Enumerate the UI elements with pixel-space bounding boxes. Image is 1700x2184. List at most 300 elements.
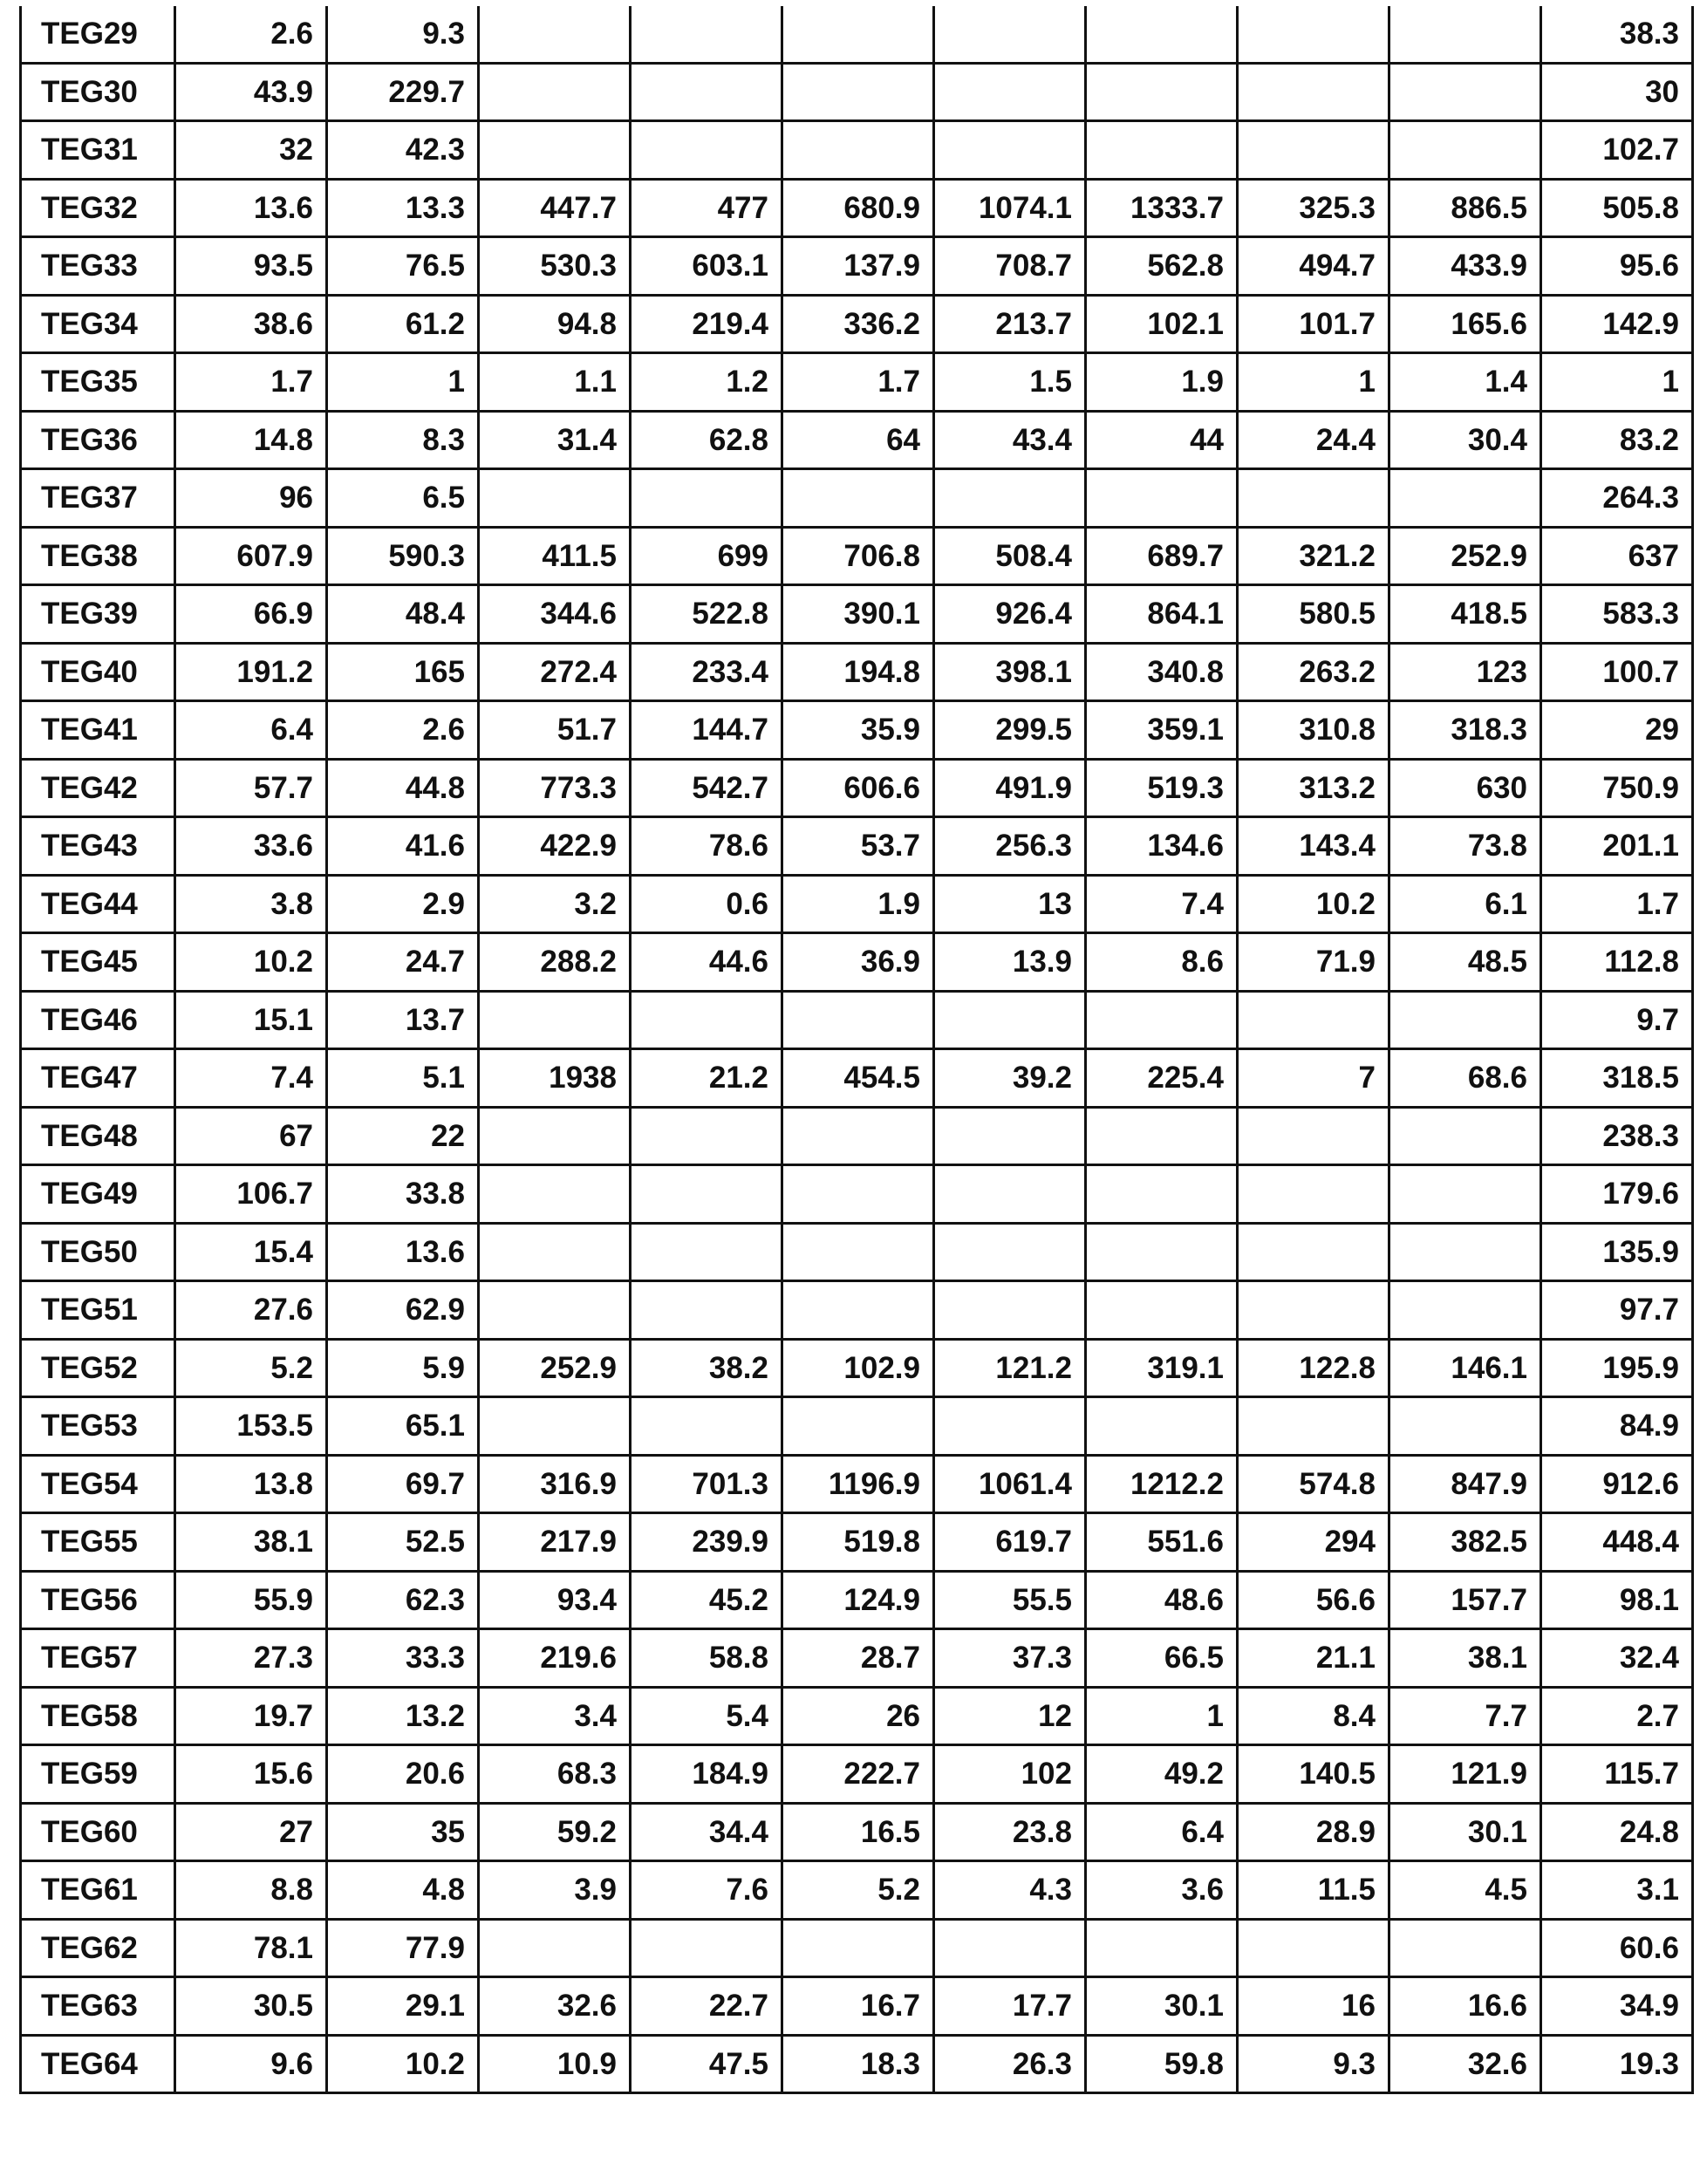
value-cell: 121.2 [934, 1339, 1086, 1397]
table-row [21, 1919, 1693, 1977]
value-cell [479, 1919, 631, 1977]
value-cell [782, 469, 934, 528]
value-cell: 44 [1086, 411, 1238, 469]
value-cell [934, 121, 1086, 180]
value-cell: 1212.2 [1086, 1455, 1238, 1513]
value-cell: 42.3 [327, 121, 479, 180]
value-cell: 340.8 [1086, 643, 1238, 701]
value-cell: 750.9 [1541, 759, 1693, 817]
value-cell: 321.2 [1238, 527, 1389, 585]
value-cell [1086, 1397, 1238, 1456]
row-id-cell: TEG60 [21, 1803, 175, 1861]
value-cell: 508.4 [934, 527, 1086, 585]
value-cell [631, 6, 782, 63]
value-cell: 1 [1541, 353, 1693, 412]
value-cell: 28.9 [1238, 1803, 1389, 1861]
value-cell: 16.5 [782, 1803, 934, 1861]
value-cell: 100.7 [1541, 643, 1693, 701]
value-cell: 7.7 [1389, 1687, 1541, 1745]
table-row [21, 1977, 1693, 2036]
value-cell: 689.7 [1086, 527, 1238, 585]
value-cell [631, 1281, 782, 1340]
value-cell: 325.3 [1238, 179, 1389, 237]
row-id-cell: TEG39 [21, 585, 175, 644]
value-cell: 1 [327, 353, 479, 412]
value-cell: 165.6 [1389, 295, 1541, 353]
value-cell: 195.9 [1541, 1339, 1693, 1397]
value-cell: 8.4 [1238, 1687, 1389, 1745]
value-cell: 57.7 [175, 759, 327, 817]
value-cell [782, 1107, 934, 1165]
value-cell: 165 [327, 643, 479, 701]
table-row [21, 6, 1693, 63]
value-cell: 66.5 [1086, 1629, 1238, 1688]
value-cell: 522.8 [631, 585, 782, 644]
value-cell: 44.6 [631, 933, 782, 992]
value-cell [1389, 6, 1541, 63]
value-cell: 13.6 [327, 1223, 479, 1281]
value-cell: 590.3 [327, 527, 479, 585]
value-cell: 680.9 [782, 179, 934, 237]
value-cell: 630 [1389, 759, 1541, 817]
value-cell: 912.6 [1541, 1455, 1693, 1513]
row-id-cell: TEG49 [21, 1165, 175, 1224]
value-cell [1238, 6, 1389, 63]
value-cell: 13.2 [327, 1687, 479, 1745]
value-cell: 10.2 [175, 933, 327, 992]
table-row [21, 991, 1693, 1049]
row-id-cell: TEG34 [21, 295, 175, 353]
value-cell: 38.6 [175, 295, 327, 353]
table-row [21, 179, 1693, 237]
value-cell: 1.5 [934, 353, 1086, 412]
table-row [21, 1223, 1693, 1281]
value-cell: 32.6 [479, 1977, 631, 2036]
value-cell: 7.4 [175, 1049, 327, 1108]
value-cell [631, 1165, 782, 1224]
value-cell: 708.7 [934, 237, 1086, 296]
table-row [21, 643, 1693, 701]
value-cell: 542.7 [631, 759, 782, 817]
table-row [21, 1397, 1693, 1456]
value-cell: 28.7 [782, 1629, 934, 1688]
table-row [21, 1107, 1693, 1165]
value-cell: 219.6 [479, 1629, 631, 1688]
value-cell: 30.1 [1389, 1803, 1541, 1861]
row-id-cell: TEG44 [21, 875, 175, 933]
value-cell: 137.9 [782, 237, 934, 296]
value-cell: 73.8 [1389, 817, 1541, 876]
value-cell: 310.8 [1238, 701, 1389, 760]
value-cell: 36.9 [782, 933, 934, 992]
value-cell: 134.6 [1086, 817, 1238, 876]
value-cell: 217.9 [479, 1513, 631, 1572]
value-cell: 112.8 [1541, 933, 1693, 992]
value-cell: 30 [1541, 63, 1693, 121]
value-cell: 359.1 [1086, 701, 1238, 760]
value-cell [934, 63, 1086, 121]
value-cell: 225.4 [1086, 1049, 1238, 1108]
row-id-cell: TEG30 [21, 63, 175, 121]
value-cell: 2.9 [327, 875, 479, 933]
value-cell: 15.1 [175, 991, 327, 1049]
value-cell: 238.3 [1541, 1107, 1693, 1165]
value-cell: 222.7 [782, 1745, 934, 1804]
table-row [21, 585, 1693, 644]
value-cell: 229.7 [327, 63, 479, 121]
value-cell [934, 6, 1086, 63]
value-cell: 142.9 [1541, 295, 1693, 353]
value-cell: 3.2 [479, 875, 631, 933]
value-cell: 13 [934, 875, 1086, 933]
value-cell: 76.5 [327, 237, 479, 296]
value-cell [1389, 1919, 1541, 1977]
value-cell: 21.1 [1238, 1629, 1389, 1688]
value-cell: 10.9 [479, 2035, 631, 2093]
value-cell: 2.6 [327, 701, 479, 760]
row-id-cell: TEG37 [21, 469, 175, 528]
value-cell: 93.4 [479, 1571, 631, 1629]
row-id-cell: TEG51 [21, 1281, 175, 1340]
value-cell: 4.5 [1389, 1861, 1541, 1920]
value-cell: 24.7 [327, 933, 479, 992]
value-cell [479, 121, 631, 180]
value-cell: 494.7 [1238, 237, 1389, 296]
value-cell: 67 [175, 1107, 327, 1165]
value-cell [1389, 469, 1541, 528]
value-cell: 637 [1541, 527, 1693, 585]
value-cell: 47.5 [631, 2035, 782, 2093]
value-cell: 24.8 [1541, 1803, 1693, 1861]
value-cell: 3.4 [479, 1687, 631, 1745]
value-cell [1086, 63, 1238, 121]
value-cell: 422.9 [479, 817, 631, 876]
value-cell: 1 [1086, 1687, 1238, 1745]
table-row [21, 1861, 1693, 1920]
value-cell: 213.7 [934, 295, 1086, 353]
value-cell: 699 [631, 527, 782, 585]
value-cell: 19.7 [175, 1687, 327, 1745]
value-cell [1389, 1107, 1541, 1165]
table-row [21, 1281, 1693, 1340]
value-cell: 15.4 [175, 1223, 327, 1281]
value-cell: 13.7 [327, 991, 479, 1049]
value-cell: 3.6 [1086, 1861, 1238, 1920]
value-cell [934, 1223, 1086, 1281]
table-row [21, 933, 1693, 992]
value-cell [479, 1165, 631, 1224]
value-cell: 6.1 [1389, 875, 1541, 933]
value-cell: 21.2 [631, 1049, 782, 1108]
value-cell: 38.2 [631, 1339, 782, 1397]
value-cell [1238, 1281, 1389, 1340]
value-cell: 102.1 [1086, 295, 1238, 353]
row-id-cell: TEG50 [21, 1223, 175, 1281]
value-cell [631, 1223, 782, 1281]
value-cell: 144.7 [631, 701, 782, 760]
value-cell [782, 121, 934, 180]
value-cell [782, 1397, 934, 1456]
value-cell: 3.1 [1541, 1861, 1693, 1920]
value-cell: 574.8 [1238, 1455, 1389, 1513]
table-row [21, 1803, 1693, 1861]
value-cell: 411.5 [479, 527, 631, 585]
value-cell [631, 1919, 782, 1977]
value-cell [782, 63, 934, 121]
value-cell: 84.9 [1541, 1397, 1693, 1456]
value-cell: 33.8 [327, 1165, 479, 1224]
value-cell: 19.3 [1541, 2035, 1693, 2093]
value-cell: 5.2 [175, 1339, 327, 1397]
value-cell: 319.1 [1086, 1339, 1238, 1397]
value-cell: 49.2 [1086, 1745, 1238, 1804]
value-cell [1238, 121, 1389, 180]
value-cell [1389, 1397, 1541, 1456]
row-id-cell: TEG46 [21, 991, 175, 1049]
value-cell [479, 991, 631, 1049]
value-cell: 8.3 [327, 411, 479, 469]
value-cell: 29.1 [327, 1977, 479, 2036]
value-cell: 318.3 [1389, 701, 1541, 760]
value-cell: 64 [782, 411, 934, 469]
value-cell: 53.7 [782, 817, 934, 876]
value-cell: 48.4 [327, 585, 479, 644]
value-cell: 27.6 [175, 1281, 327, 1340]
value-cell: 27.3 [175, 1629, 327, 1688]
value-cell [934, 991, 1086, 1049]
value-cell [934, 469, 1086, 528]
data-table [19, 6, 1694, 2094]
value-cell: 9.7 [1541, 991, 1693, 1049]
value-cell: 5.1 [327, 1049, 479, 1108]
value-cell: 299.5 [934, 701, 1086, 760]
table-row [21, 817, 1693, 876]
value-cell: 5.4 [631, 1687, 782, 1745]
value-cell: 519.8 [782, 1513, 934, 1572]
value-cell: 32.6 [1389, 2035, 1541, 2093]
value-cell: 491.9 [934, 759, 1086, 817]
value-cell: 316.9 [479, 1455, 631, 1513]
value-cell: 398.1 [934, 643, 1086, 701]
value-cell [1086, 121, 1238, 180]
value-cell: 13.6 [175, 179, 327, 237]
value-cell [1086, 991, 1238, 1049]
table-row [21, 2035, 1693, 2093]
value-cell: 619.7 [934, 1513, 1086, 1572]
value-cell: 252.9 [479, 1339, 631, 1397]
value-cell: 122.8 [1238, 1339, 1389, 1397]
value-cell [1389, 991, 1541, 1049]
value-cell: 59.8 [1086, 2035, 1238, 2093]
value-cell: 77.9 [327, 1919, 479, 1977]
value-cell [1238, 63, 1389, 121]
value-cell: 179.6 [1541, 1165, 1693, 1224]
value-cell: 2.6 [175, 6, 327, 63]
value-cell: 336.2 [782, 295, 934, 353]
value-cell: 123 [1389, 643, 1541, 701]
value-cell: 38.1 [175, 1513, 327, 1572]
value-cell [631, 63, 782, 121]
value-cell: 607.9 [175, 527, 327, 585]
value-cell: 1074.1 [934, 179, 1086, 237]
value-cell: 16.6 [1389, 1977, 1541, 2036]
table-row [21, 1049, 1693, 1108]
value-cell: 4.8 [327, 1861, 479, 1920]
value-cell [934, 1919, 1086, 1977]
value-cell: 59.2 [479, 1803, 631, 1861]
value-cell: 13.3 [327, 179, 479, 237]
value-cell [479, 1397, 631, 1456]
value-cell: 233.4 [631, 643, 782, 701]
value-cell: 8.8 [175, 1861, 327, 1920]
value-cell: 143.4 [1238, 817, 1389, 876]
value-cell: 3.8 [175, 875, 327, 933]
value-cell: 26 [782, 1687, 934, 1745]
value-cell: 26.3 [934, 2035, 1086, 2093]
value-cell: 18.3 [782, 2035, 934, 2093]
value-cell [782, 1919, 934, 1977]
value-cell: 51.7 [479, 701, 631, 760]
value-cell: 157.7 [1389, 1571, 1541, 1629]
row-id-cell: TEG61 [21, 1861, 175, 1920]
value-cell: 580.5 [1238, 585, 1389, 644]
table-row [21, 63, 1693, 121]
value-cell [479, 469, 631, 528]
value-cell: 94.8 [479, 295, 631, 353]
value-cell: 17.7 [934, 1977, 1086, 2036]
value-cell: 1.9 [782, 875, 934, 933]
value-cell [1238, 1107, 1389, 1165]
value-cell: 66.9 [175, 585, 327, 644]
row-id-cell: TEG47 [21, 1049, 175, 1108]
value-cell [631, 991, 782, 1049]
value-cell: 29 [1541, 701, 1693, 760]
row-id-cell: TEG63 [21, 1977, 175, 2036]
value-cell: 13.8 [175, 1455, 327, 1513]
value-cell: 7 [1238, 1049, 1389, 1108]
value-cell [1389, 1223, 1541, 1281]
value-cell: 454.5 [782, 1049, 934, 1108]
value-cell [934, 1165, 1086, 1224]
value-cell: 6.4 [1086, 1803, 1238, 1861]
row-id-cell: TEG42 [21, 759, 175, 817]
row-id-cell: TEG45 [21, 933, 175, 992]
value-cell: 27 [175, 1803, 327, 1861]
value-cell: 34.9 [1541, 1977, 1693, 2036]
row-id-cell: TEG52 [21, 1339, 175, 1397]
value-cell: 44.8 [327, 759, 479, 817]
value-cell: 35.9 [782, 701, 934, 760]
value-cell [782, 6, 934, 63]
table-row [21, 1455, 1693, 1513]
value-cell: 433.9 [1389, 237, 1541, 296]
value-cell: 1.7 [782, 353, 934, 412]
value-cell: 6.5 [327, 469, 479, 528]
value-cell: 78.1 [175, 1919, 327, 1977]
value-cell: 562.8 [1086, 237, 1238, 296]
value-cell: 11.5 [1238, 1861, 1389, 1920]
row-id-cell: TEG35 [21, 353, 175, 412]
value-cell: 48.5 [1389, 933, 1541, 992]
value-cell: 62.3 [327, 1571, 479, 1629]
value-cell: 22.7 [631, 1977, 782, 2036]
row-id-cell: TEG57 [21, 1629, 175, 1688]
value-cell: 34.4 [631, 1803, 782, 1861]
value-cell [934, 1107, 1086, 1165]
value-cell: 58.8 [631, 1629, 782, 1688]
value-cell: 61.2 [327, 295, 479, 353]
row-id-cell: TEG55 [21, 1513, 175, 1572]
value-cell: 294 [1238, 1513, 1389, 1572]
value-cell [1389, 121, 1541, 180]
value-cell [631, 1397, 782, 1456]
value-cell: 318.5 [1541, 1049, 1693, 1108]
table-row [21, 527, 1693, 585]
row-id-cell: TEG41 [21, 701, 175, 760]
value-cell: 239.9 [631, 1513, 782, 1572]
value-cell: 603.1 [631, 237, 782, 296]
table-row [21, 469, 1693, 528]
row-id-cell: TEG38 [21, 527, 175, 585]
value-cell: 153.5 [175, 1397, 327, 1456]
value-cell: 418.5 [1389, 585, 1541, 644]
value-cell: 382.5 [1389, 1513, 1541, 1572]
value-cell [1086, 1107, 1238, 1165]
row-id-cell: TEG54 [21, 1455, 175, 1513]
value-cell: 56.6 [1238, 1571, 1389, 1629]
value-cell: 9.3 [327, 6, 479, 63]
value-cell: 706.8 [782, 527, 934, 585]
value-cell: 1 [1238, 353, 1389, 412]
value-cell: 191.2 [175, 643, 327, 701]
value-cell: 31.4 [479, 411, 631, 469]
value-cell: 390.1 [782, 585, 934, 644]
value-cell: 121.9 [1389, 1745, 1541, 1804]
value-cell: 926.4 [934, 585, 1086, 644]
table-row [21, 1513, 1693, 1572]
value-cell: 71.9 [1238, 933, 1389, 992]
value-cell: 32.4 [1541, 1629, 1693, 1688]
value-cell: 78.6 [631, 817, 782, 876]
table-row [21, 875, 1693, 933]
value-cell: 102.7 [1541, 121, 1693, 180]
value-cell: 9.6 [175, 2035, 327, 2093]
value-cell [1238, 991, 1389, 1049]
value-cell: 20.6 [327, 1745, 479, 1804]
value-cell: 68.3 [479, 1745, 631, 1804]
value-cell: 551.6 [1086, 1513, 1238, 1572]
value-cell: 8.6 [1086, 933, 1238, 992]
value-cell [1238, 1919, 1389, 1977]
value-cell: 264.3 [1541, 469, 1693, 528]
value-cell: 1.2 [631, 353, 782, 412]
row-id-cell: TEG36 [21, 411, 175, 469]
value-cell: 93.5 [175, 237, 327, 296]
value-cell [479, 6, 631, 63]
value-cell: 35 [327, 1803, 479, 1861]
value-cell: 43.4 [934, 411, 1086, 469]
value-cell [782, 1281, 934, 1340]
value-cell [1389, 1281, 1541, 1340]
value-cell: 37.3 [934, 1629, 1086, 1688]
value-cell: 33.6 [175, 817, 327, 876]
value-cell: 773.3 [479, 759, 631, 817]
value-cell: 1196.9 [782, 1455, 934, 1513]
row-id-cell: TEG64 [21, 2035, 175, 2093]
value-cell: 62.8 [631, 411, 782, 469]
value-cell [934, 1281, 1086, 1340]
value-cell: 201.1 [1541, 817, 1693, 876]
